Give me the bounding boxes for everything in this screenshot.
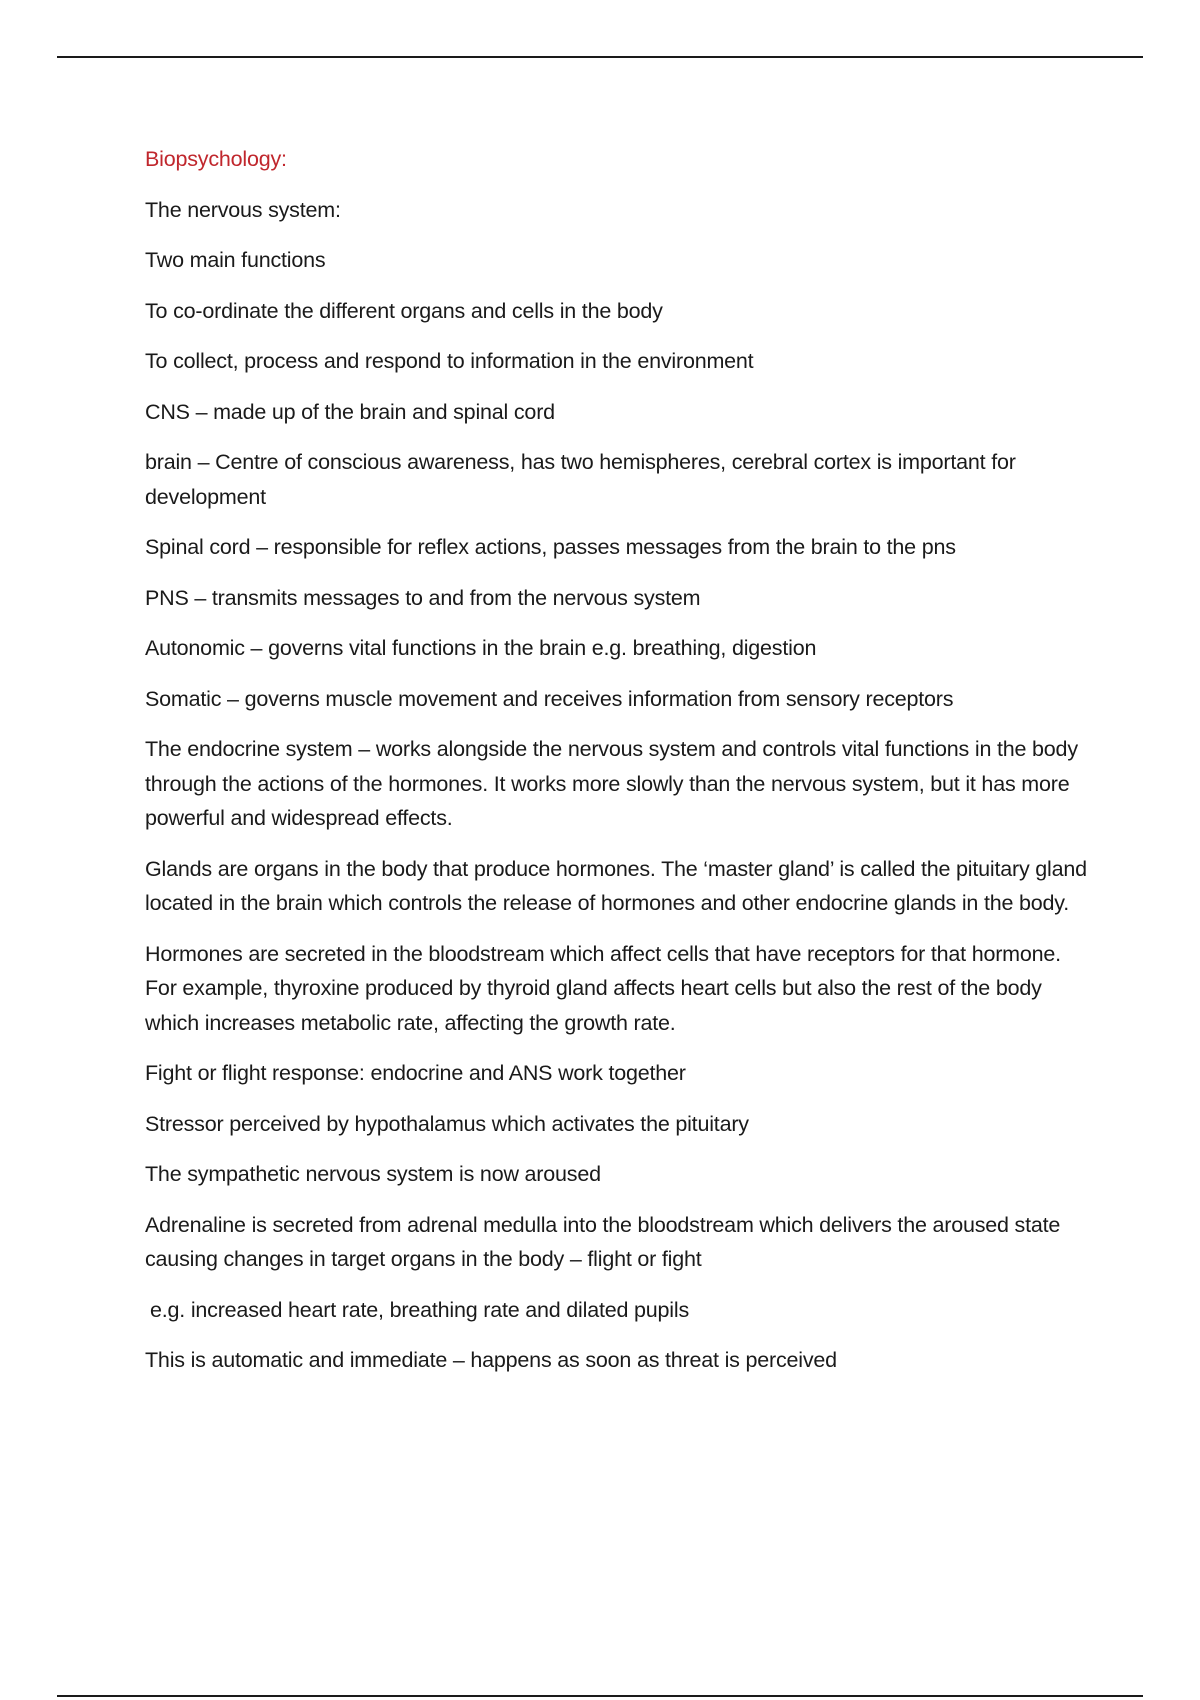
paragraph-automatic: This is automatic and immediate – happens as soon as threat is perceived bbox=[145, 1348, 837, 1372]
paragraph-stressor: Stressor perceived by hypothalamus which activates the pituitary bbox=[145, 1111, 749, 1136]
paragraph-hormones: Hormones are secreted in the bloodstream which affect cells that have receptors for that hormone. For example, thyroxine produced by thyroid gland affects heart cells but also the rest of the body which increases metabolic rate, affecting the growth rate. bbox=[145, 941, 1061, 1035]
paragraph-nervous-system: The nervous system: bbox=[145, 197, 341, 222]
paragraph-adrenaline: Adrenaline is secreted from adrenal medulla into the bloodstream which delivers the aroused state causing changes in target organs in the body – flight or fight bbox=[145, 1212, 1061, 1271]
paragraph-somatic: Somatic – governs muscle movement and receives information from sensory receptors bbox=[145, 686, 954, 711]
document-heading: Biopsychology: bbox=[145, 147, 287, 171]
header-rule bbox=[57, 56, 1143, 58]
paragraph-brain: brain – Centre of conscious awareness, has two hemispheres, cerebral cortex is important for development bbox=[145, 450, 1016, 509]
footer-rule bbox=[57, 1695, 1143, 1697]
paragraph-two-main-functions: Two main functions bbox=[145, 248, 326, 272]
paragraph-endocrine-system: The endocrine system – works alongside the nervous system and controls vital functions in the body through the actions of the hormones. It works more slowly than the nervous system, but it has more powerful and widespread effects. bbox=[145, 737, 1078, 830]
paragraph-glands: Glands are organs in the body that produce hormones. The ‘master gland’ is called the pituitary gland located in the brain which controls the release of hormones and other endocrine glands in the body. bbox=[145, 856, 1087, 915]
paragraph-pns: PNS – transmits messages to and from the nervous system bbox=[145, 585, 701, 610]
paragraph-example-effects: e.g. increased heart rate, breathing rate and dilated pupils bbox=[150, 1297, 690, 1322]
paragraph-fight-or-flight: Fight or flight response: endocrine and ANS work together bbox=[145, 1061, 686, 1085]
paragraph-cns: CNS – made up of the brain and spinal cord bbox=[145, 399, 555, 424]
paragraph-collect-process: To collect, process and respond to information in the environment bbox=[145, 349, 754, 373]
paragraph-autonomic: Autonomic – governs vital functions in the brain e.g. breathing, digestion bbox=[145, 636, 817, 660]
paragraph-sympathetic: The sympathetic nervous system is now aroused bbox=[145, 1162, 601, 1186]
document-body bbox=[145, 142, 1095, 1394]
paragraph-coordinate: To co-ordinate the different organs and cells in the body bbox=[145, 298, 663, 323]
paragraph-spinal-cord: Spinal cord – responsible for reflex actions, passes messages from the brain to the pns bbox=[145, 535, 956, 559]
